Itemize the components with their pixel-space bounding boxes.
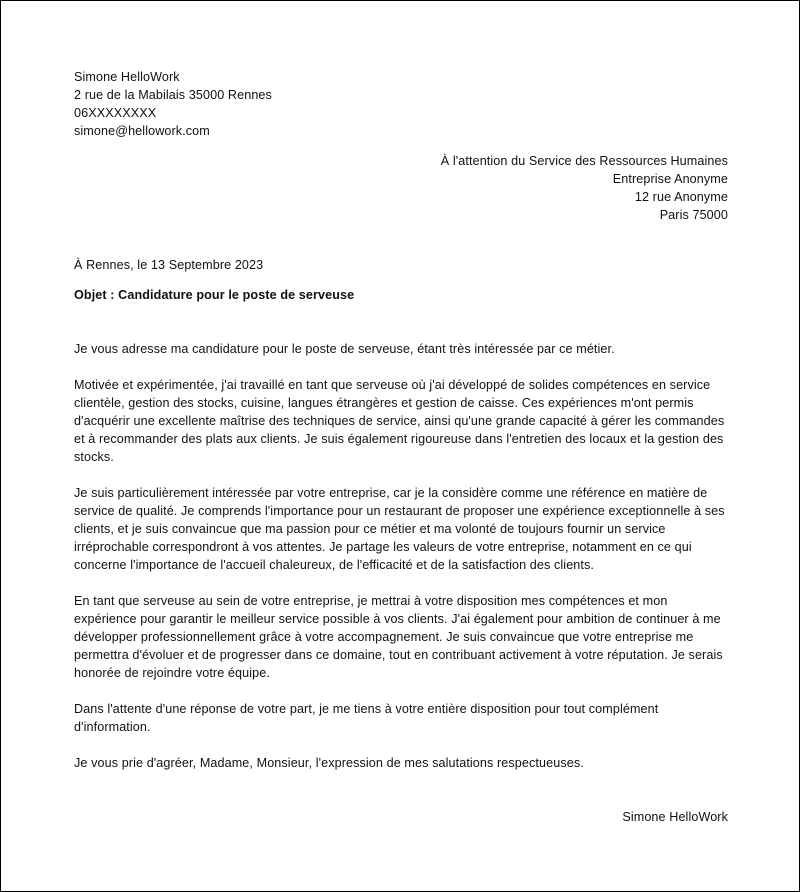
body-paragraph: Dans l'attente d'une réponse de votre part, je me tiens à votre entière disposition pour tout complément d'information. (74, 702, 659, 734)
body-paragraph: Motivée et expérimentée, j'ai travaillé en tant que serveuse où j'ai développé de solides compétences en service clientèle, gestion des stocks, cuisine, langues étrangères et gestion de caisse. Ces expériences m'ont permis d'acquérir une excellente maîtrise des techniques de service, ainsi qu'une grande capacité à gérer les commandes et à recommander des plats aux clients. Je suis également rigoureuse dans l'entretien des locaux et la gestion des stocks. (74, 378, 725, 464)
recipient-city: Paris 75000 (659, 208, 728, 222)
sender-address: 2 rue de la Mabilais 35000 Rennes (74, 88, 272, 102)
letter-date: À Rennes, le 13 Septembre 2023 (74, 258, 264, 272)
recipient-block (74, 152, 728, 224)
sender-phone: 06XXXXXXXX (74, 106, 157, 120)
sender-email: simone@hellowork.com (74, 124, 210, 138)
letter-body (74, 340, 728, 772)
letter-subject: Objet : Candidature pour le poste de serveuse (74, 288, 355, 302)
recipient-attention: À l'attention du Service des Ressources Humaines (440, 154, 728, 168)
sender-name: Simone HelloWork (74, 70, 180, 84)
body-paragraph: En tant que serveuse au sein de votre entreprise, je mettrai à votre disposition mes compétences et mon expérience pour garantir le meilleur service possible à vos clients. J'ai également pour ambition de continuer à me développer professionnellement grâce à votre accompagnement. Je suis convaincue que votre entreprise me permettra d'évoluer et de progresser dans ce domaine, tout en contribuant activement à votre réputation. Je serais honorée de rejoindre votre équipe. (74, 594, 723, 680)
body-paragraph: Je suis particulièrement intéressée par votre entreprise, car je la considère comme une référence en matière de service de qualité. Je comprends l'importance pour un restaurant de proposer une expérience exceptionnelle à ses clients, et je suis convaincue que ma passion pour ce métier et ma volonté de toujours fournir un service irréprochable correspondront à vos attentes. Je partage les valeurs de votre entreprise, notamment en ce qui concerne l'importance de l'accueil chaleureux, de l'efficacité et de la satisfaction des clients. (74, 486, 725, 572)
signature: Simone HelloWork (622, 810, 728, 824)
body-paragraph: Je vous adresse ma candidature pour le poste de serveuse, étant très intéressée par ce métier. (74, 342, 615, 356)
closing-formula: Je vous prie d'agréer, Madame, Monsieur, l'expression de mes salutations respectueuses. (74, 756, 584, 770)
recipient-company: Entreprise Anonyme (612, 172, 728, 186)
sender-block (74, 68, 728, 140)
recipient-street: 12 rue Anonyme (634, 190, 728, 204)
letter-content (74, 68, 728, 826)
